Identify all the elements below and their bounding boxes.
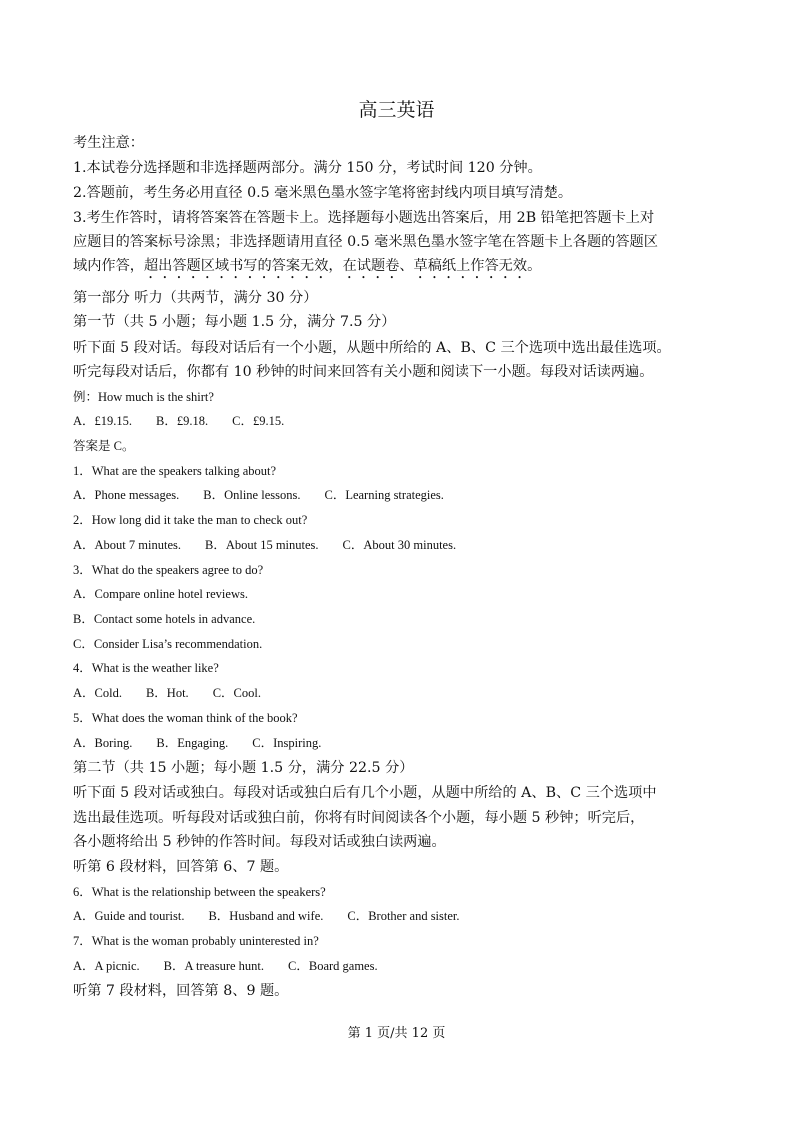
question-5-options <box>73 734 733 752</box>
question-5: 5．What does the woman think of the book? <box>73 711 298 725</box>
section2-instruction-3: 各小题将给出 5 秒钟的作答时间。每段对话或独白读两遍。 <box>73 834 446 850</box>
example-option-c: C．£9.15. <box>232 414 285 428</box>
question-3: 3．What do the speakers agree to do? <box>73 563 264 577</box>
q3-option-a: A．Compare online hotel reviews. <box>73 587 248 601</box>
question-7-options <box>73 957 733 975</box>
part1-heading: 第一部分 听力（共两节，满分 30 分） <box>73 290 318 306</box>
question-7: 7．What is the woman probably uninterested in? <box>73 934 319 948</box>
question-2-options <box>73 536 733 554</box>
q6-option-b: B．Husband and wife. <box>208 909 324 923</box>
q5-option-a: A．Boring. <box>73 736 133 750</box>
q3-option-c: C．Consider Lisa’s recommendation. <box>73 637 263 651</box>
notice-item-3-tail: 域内作答， <box>73 258 144 274</box>
q2-option-c: C．About 30 minutes. <box>342 538 457 552</box>
question-6-options <box>73 907 733 925</box>
material-6-heading: 听第 6 段材料，回答第 6、7 题。 <box>73 859 289 875</box>
q2-option-b: B．About 15 minutes. <box>204 538 319 552</box>
notice-emphasis-2: 在试题卷、草稿纸上作答无效 <box>342 258 528 274</box>
q4-option-a: A．Cold. <box>73 686 122 700</box>
page-title: 高三英语 <box>358 99 435 121</box>
q1-option-c: C．Learning strategies. <box>324 488 444 502</box>
notice-end: 。 <box>527 258 542 274</box>
question-4-options <box>73 684 733 702</box>
q3-option-b: B．Contact some hotels in advance. <box>73 612 256 626</box>
section1-heading: 第一节（共 5 小题；每小题 1.5 分，满分 7.5 分） <box>73 314 396 330</box>
section2-heading: 第二节（共 15 小题；每小题 1.5 分，满分 22.5 分） <box>73 760 414 776</box>
q5-option-c: C．Inspiring. <box>252 736 322 750</box>
question-2: 2．How long did it take the man to check out? <box>73 513 308 527</box>
page-footer: 第 1 页/共 12 页 <box>347 1026 446 1041</box>
q6-option-a: A．Guide and tourist. <box>73 909 185 923</box>
example-options <box>73 412 733 430</box>
q7-option-c: C．Board games. <box>288 959 378 973</box>
notice-separator: ， <box>328 258 343 274</box>
example-option-b: B．£9.18. <box>156 414 209 428</box>
notice-item-3-end <box>73 256 733 282</box>
notice-item-3: 3.考生作答时，请将答案答在答题卡上。选择题每小题选出答案后，用 2B 铅笔把答题卡上对 <box>73 210 655 226</box>
material-7-heading: 听第 7 段材料，回答第 8、9 题。 <box>73 983 289 999</box>
question-1-options <box>73 486 733 504</box>
question-1: 1．What are the speakers talking about? <box>73 464 277 478</box>
section1-instruction-1: 听下面 5 段对话。每段对话后有一个小题，从题中所给的 A、B、C 三个选项中选出最佳选项。 <box>73 340 671 356</box>
section2-instruction-2: 选出最佳选项。听每段对话或独白前，你将有时间阅读各个小题，每小题 5 秒钟；听完后， <box>73 810 645 826</box>
q1-option-b: B．Online lessons. <box>203 488 301 502</box>
example-option-a: A．£19.15. <box>73 414 133 428</box>
q7-option-a: A．A picnic. <box>73 959 140 973</box>
q4-option-b: B．Hot. <box>145 686 189 700</box>
q1-option-a: A．Phone messages. <box>73 488 180 502</box>
q2-option-a: A．About 7 minutes. <box>73 538 181 552</box>
section2-instruction-1: 听下面 5 段对话或独白。每段对话或独白后有几个小题，从题中所给的 A、B、C 三个选项中 <box>73 785 657 801</box>
question-6: 6．What is the relationship between the speakers? <box>73 885 326 899</box>
example-answer: 答案是 C。 <box>73 439 135 453</box>
notice-emphasis-1: 超出答题区域书写的答案无效 <box>143 258 329 274</box>
q7-option-b: B．A treasure hunt. <box>163 959 265 973</box>
notice-item-3-cont: 应题目的答案标号涂黑；非选择题请用直径 0.5 毫米黑色墨水签字笔在答题卡上各题的答题区 <box>73 234 658 250</box>
q6-option-c: C．Brother and sister. <box>347 909 460 923</box>
notice-item-1: 1.本试卷分选择题和非选择题两部分。满分 150 分，考试时间 120 分钟。 <box>73 160 542 176</box>
question-4: 4．What is the weather like? <box>73 661 219 675</box>
q5-option-b: B．Engaging. <box>156 736 229 750</box>
q4-option-c: C．Cool. <box>212 686 261 700</box>
section1-instruction-2: 听完每段对话后，你都有 10 秒钟的时间来回答有关小题和阅读下一小题。每段对话读两遍。 <box>73 364 654 380</box>
notice-item-2: 2.答题前，考生务必用直径 0.5 毫米黑色墨水签字笔将密封线内项目填写清楚。 <box>73 185 573 201</box>
example-question: 例：How much is the shirt? <box>73 390 214 404</box>
notice-heading: 考生注意： <box>73 135 144 151</box>
